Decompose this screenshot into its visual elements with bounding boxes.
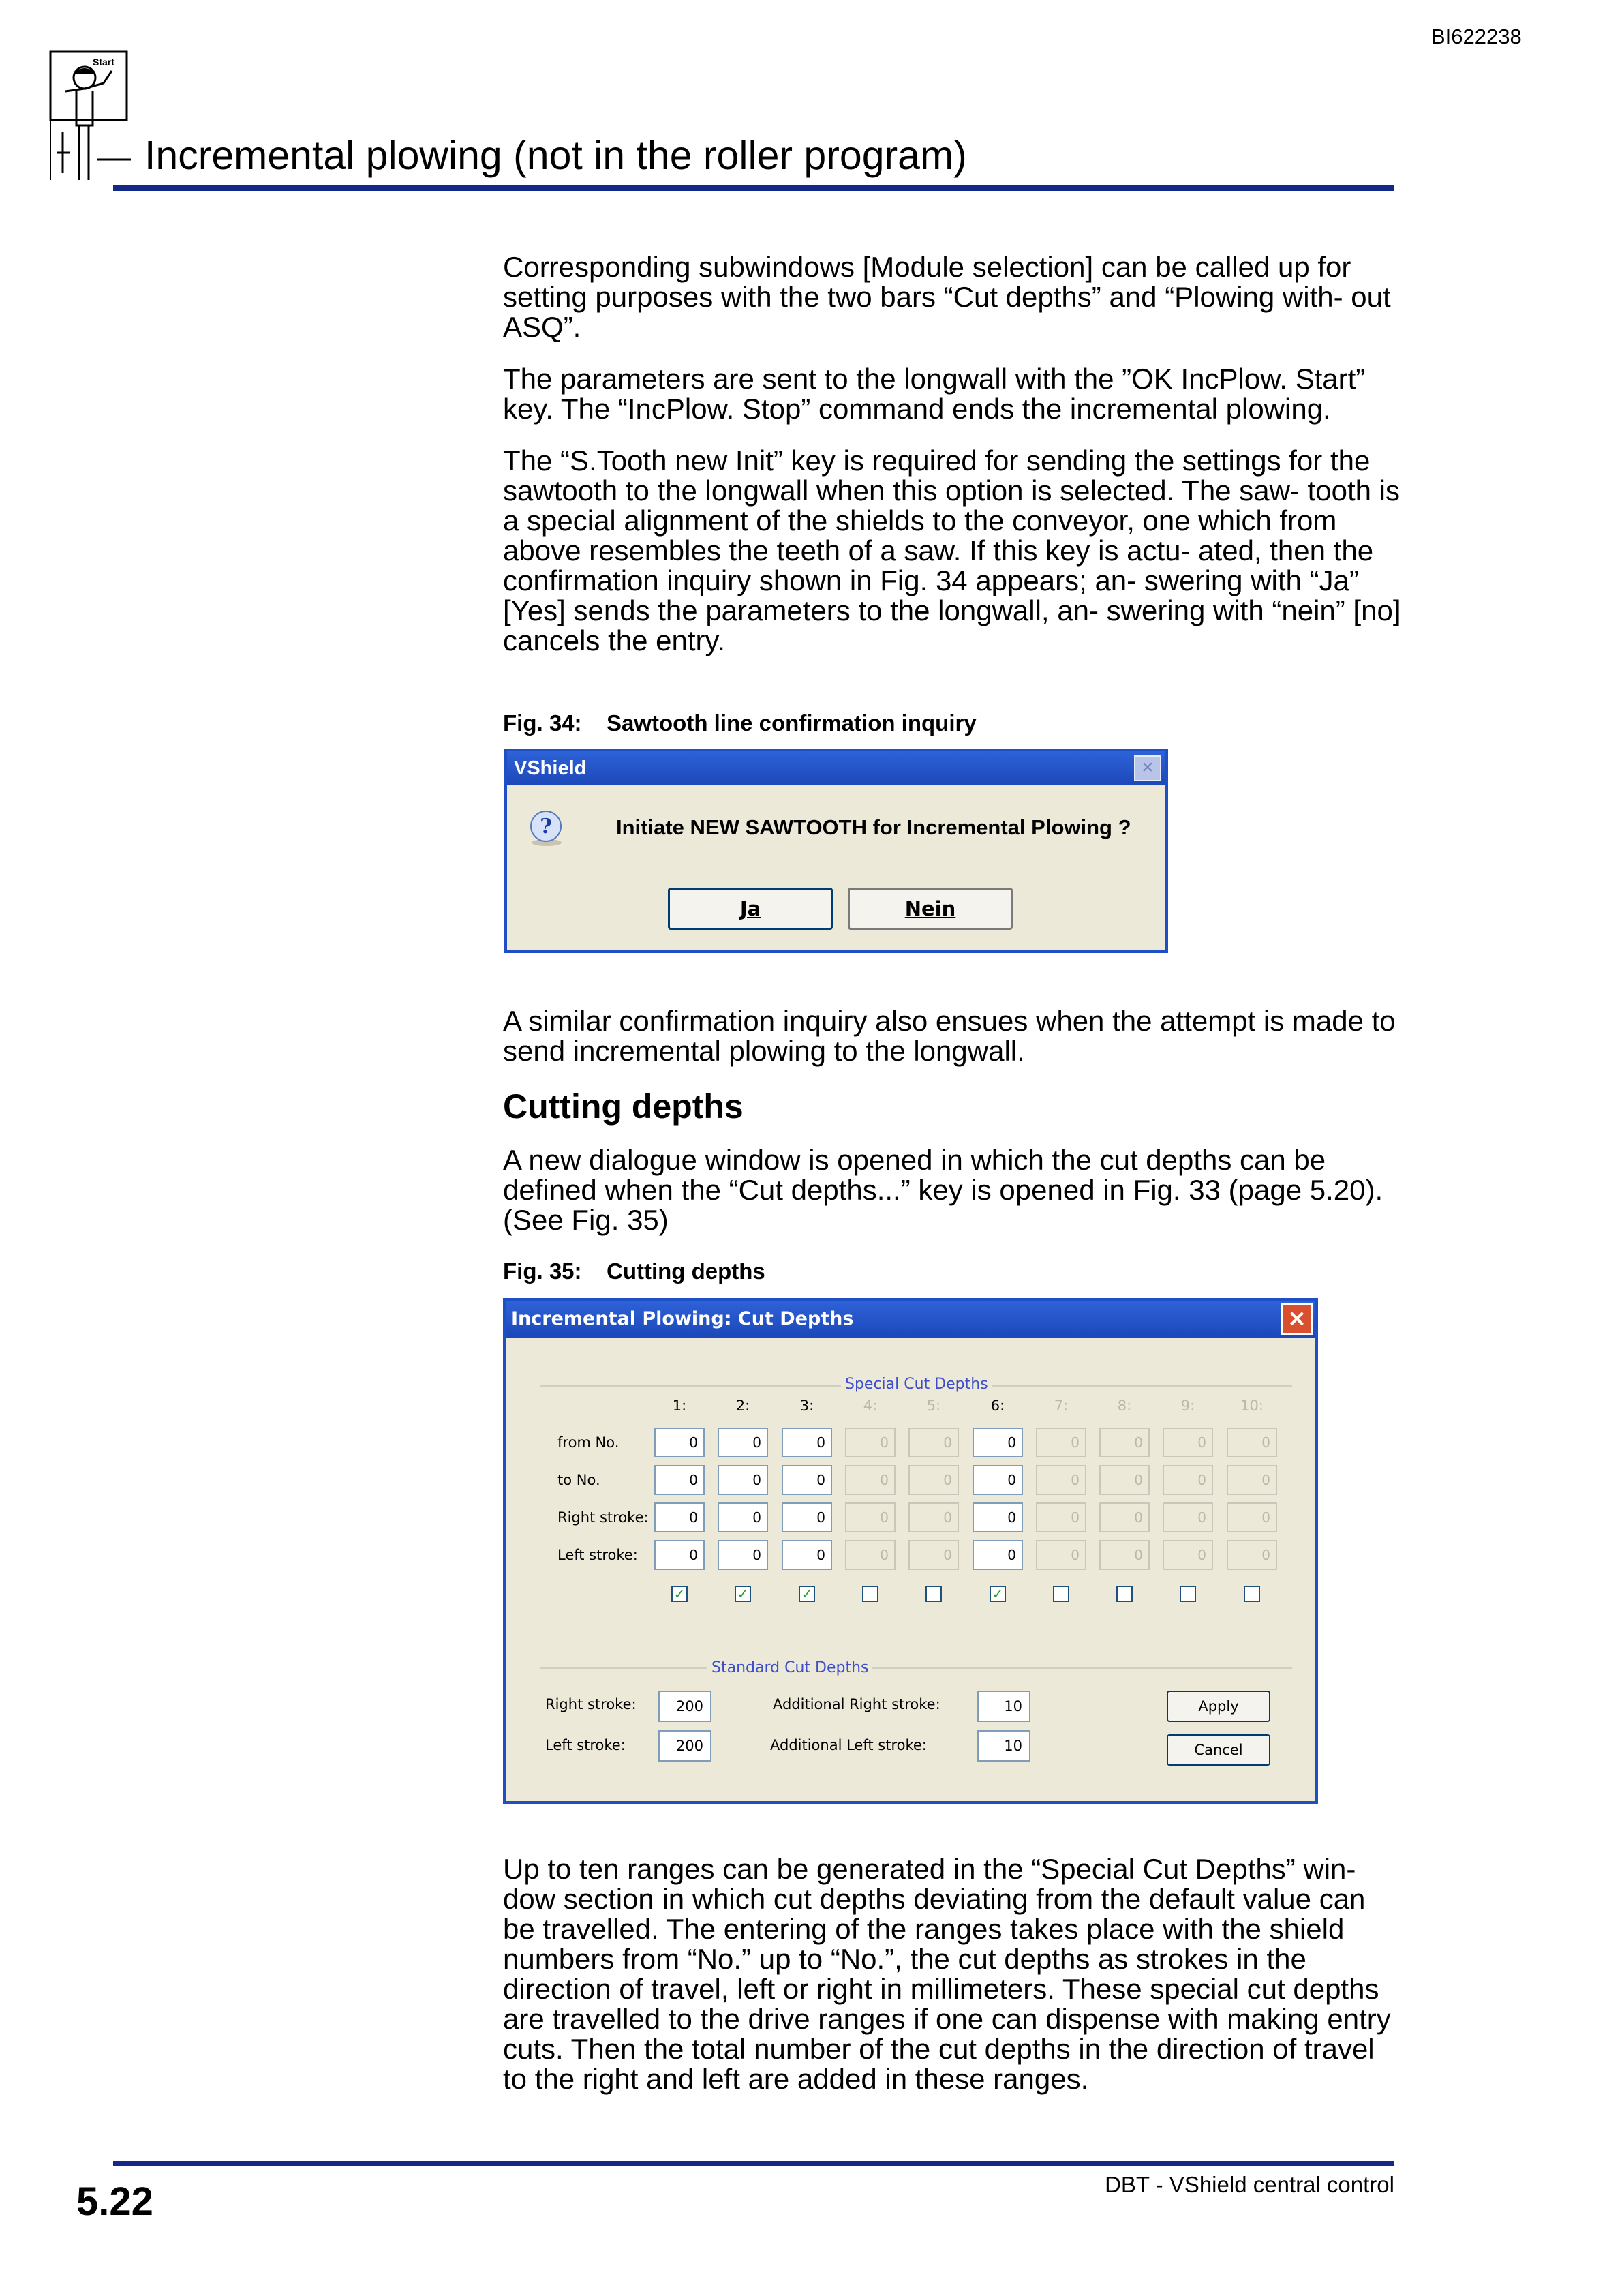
range-enable-checkbox[interactable] bbox=[1244, 1586, 1260, 1602]
page-title: Incremental plowing (not in the roller program) bbox=[144, 133, 967, 178]
fig35-number: Fig. 35: bbox=[503, 1258, 582, 1284]
special-group-title: Special Cut Depths bbox=[841, 1376, 992, 1393]
dialog-title: VShield bbox=[507, 751, 1165, 785]
row-label: to No. bbox=[557, 1472, 600, 1488]
range-enable-checkbox[interactable]: ✓ bbox=[735, 1586, 751, 1602]
cut-depth-field: 0 bbox=[1036, 1428, 1086, 1457]
cancel-button[interactable]: Cancel bbox=[1167, 1734, 1270, 1766]
fig34-caption-text: Sawtooth line confirmation inquiry bbox=[607, 710, 977, 736]
paragraph-5: A new dialogue window is opened in which the cut depths can be defined when the “Cut depths...” key is opened in Fig. 33 (page 5.20). (See Fig. 35) bbox=[503, 1144, 1383, 1236]
cut-depth-field[interactable]: 0 bbox=[718, 1540, 768, 1570]
footer-doc-name: DBT - VShield central control bbox=[1105, 2172, 1394, 2197]
footer-rule bbox=[113, 2161, 1394, 2166]
cut-depth-field[interactable]: 0 bbox=[973, 1465, 1023, 1495]
column-header: 6: bbox=[990, 1398, 1005, 1414]
range-enable-checkbox[interactable] bbox=[862, 1586, 878, 1602]
range-enable-checkbox[interactable] bbox=[925, 1586, 942, 1602]
cut-depth-field: 0 bbox=[845, 1502, 896, 1532]
cut-depth-field[interactable]: 0 bbox=[782, 1428, 832, 1457]
column-header: 1: bbox=[672, 1398, 687, 1414]
apply-button[interactable]: Apply bbox=[1167, 1691, 1270, 1722]
cut-depth-field: 0 bbox=[908, 1502, 959, 1532]
cut-depth-field: 0 bbox=[1163, 1428, 1213, 1457]
cut-depth-field[interactable]: 0 bbox=[718, 1502, 768, 1532]
document-id: BI622238 bbox=[1431, 25, 1522, 48]
cut-depth-field[interactable]: 0 bbox=[973, 1502, 1023, 1532]
range-enable-checkbox[interactable]: ✓ bbox=[671, 1586, 688, 1602]
vshield-confirm-dialog bbox=[504, 749, 1168, 953]
cut-depth-field[interactable]: 0 bbox=[973, 1540, 1023, 1570]
cut-depth-field: 0 bbox=[1099, 1465, 1150, 1495]
nein-button[interactable]: Nein bbox=[848, 888, 1013, 930]
paragraph-1: Corresponding subwindows [Module selection] can be called up for setting purposes with the two bars “Cut depths” and “Plowing with- out ASQ”. bbox=[503, 251, 1391, 343]
std-right-stroke-field[interactable]: 200 bbox=[658, 1691, 711, 1722]
column-header: 2: bbox=[735, 1398, 750, 1414]
column-header: 10: bbox=[1240, 1398, 1264, 1414]
standard-group-title: Standard Cut Depths bbox=[707, 1659, 872, 1676]
fig34-caption bbox=[503, 710, 977, 736]
cut-depth-field: 0 bbox=[908, 1540, 959, 1570]
cut-depth-field: 0 bbox=[1227, 1502, 1277, 1532]
cut-depth-field[interactable]: 0 bbox=[718, 1465, 768, 1495]
range-enable-checkbox[interactable] bbox=[1180, 1586, 1196, 1602]
std-right-stroke-label: Right stroke: bbox=[545, 1696, 637, 1712]
column-header: 5: bbox=[926, 1398, 941, 1414]
cut-depth-field: 0 bbox=[1163, 1540, 1213, 1570]
close-icon[interactable]: × bbox=[1134, 755, 1161, 781]
column-header: 8: bbox=[1117, 1398, 1132, 1414]
cut-depth-field[interactable]: 0 bbox=[718, 1428, 768, 1457]
add-right-stroke-label: Additional Right stroke: bbox=[773, 1696, 940, 1712]
add-left-stroke-field[interactable]: 10 bbox=[977, 1730, 1030, 1762]
cut-depth-field: 0 bbox=[908, 1428, 959, 1457]
header-rule bbox=[113, 185, 1394, 191]
cut-depth-field[interactable]: 0 bbox=[654, 1540, 705, 1570]
intro-text bbox=[503, 252, 1401, 656]
ja-button[interactable]: Ja bbox=[668, 888, 833, 930]
row-label: Left stroke: bbox=[557, 1547, 638, 1563]
cut-depth-field[interactable]: 0 bbox=[782, 1502, 832, 1532]
cut-depth-field[interactable]: 0 bbox=[782, 1465, 832, 1495]
dialog-message: Initiate NEW SAWTOOTH for Incremental Plowing ? bbox=[616, 815, 1131, 839]
section-heading: Cutting depths bbox=[503, 1087, 744, 1126]
page-number: 5.22 bbox=[76, 2179, 153, 2224]
cut-depth-field[interactable]: 0 bbox=[654, 1465, 705, 1495]
start-figure-logo bbox=[49, 50, 131, 184]
row-label: from No. bbox=[557, 1434, 619, 1451]
cut-depth-field: 0 bbox=[1227, 1465, 1277, 1495]
logo-start-text: Start bbox=[93, 57, 114, 67]
paragraph-4: A similar confirmation inquiry also ensues when the attempt is made to send incremental plowing to the longwall. bbox=[503, 1005, 1396, 1067]
column-header: 4: bbox=[863, 1398, 878, 1414]
add-left-stroke-label: Additional Left stroke: bbox=[770, 1737, 927, 1753]
cut-depth-field: 0 bbox=[1036, 1540, 1086, 1570]
cut-depth-field: 0 bbox=[1099, 1428, 1150, 1457]
cut-depth-field: 0 bbox=[1099, 1540, 1150, 1570]
range-enable-checkbox[interactable] bbox=[1116, 1586, 1133, 1602]
fig35-caption-text: Cutting depths bbox=[607, 1258, 765, 1284]
range-enable-checkbox[interactable]: ✓ bbox=[990, 1586, 1006, 1602]
cut-depth-field: 0 bbox=[1227, 1540, 1277, 1570]
fig35-caption bbox=[503, 1258, 765, 1284]
add-right-stroke-field[interactable]: 10 bbox=[977, 1691, 1030, 1722]
cut-depth-field[interactable]: 0 bbox=[782, 1540, 832, 1570]
fig34-number: Fig. 34: bbox=[503, 710, 582, 736]
std-left-stroke-field[interactable]: 200 bbox=[658, 1730, 711, 1762]
column-header: 7: bbox=[1054, 1398, 1069, 1414]
cut-depth-field[interactable]: 0 bbox=[654, 1502, 705, 1532]
column-header: 9: bbox=[1180, 1398, 1195, 1414]
paragraph-2: The parameters are sent to the longwall with the ”OK IncPlow. Start” key. The “IncPlow. Stop” command ends the incremental plowing. bbox=[503, 363, 1366, 425]
cut-depth-field: 0 bbox=[1036, 1502, 1086, 1532]
cut-depth-field: 0 bbox=[845, 1428, 896, 1457]
range-enable-checkbox[interactable] bbox=[1053, 1586, 1069, 1602]
close-icon[interactable]: × bbox=[1281, 1303, 1313, 1335]
cut-depths-dialog bbox=[503, 1298, 1318, 1804]
cut-depth-field: 0 bbox=[845, 1465, 896, 1495]
paragraph-3: The “S.Tooth new Init” key is required for sending the settings for the sawtooth to the longwall when this option is selected. The saw- tooth is a special alignment of the shields to the conveyor, one which from above resembles the teeth of a saw. If this key is actu- ated, then the confirmation inquiry shown in Fig. 34 appears; an- swering with “Ja” [Yes] sends the parameters to the longwall, an- swering with “nein” [no] cancels the entry. bbox=[503, 444, 1401, 656]
cut-depth-field: 0 bbox=[1227, 1428, 1277, 1457]
row-label: Right stroke: bbox=[557, 1509, 649, 1526]
cut-depth-field: 0 bbox=[845, 1540, 896, 1570]
std-left-stroke-label: Left stroke: bbox=[545, 1737, 626, 1753]
cut-depth-field: 0 bbox=[1036, 1465, 1086, 1495]
question-glyph: ? bbox=[540, 815, 552, 839]
cut-depth-field: 0 bbox=[1099, 1502, 1150, 1532]
column-header: 3: bbox=[799, 1398, 814, 1414]
standard-group-border bbox=[540, 1667, 1292, 1669]
dialog-title: Incremental Plowing: Cut Depths bbox=[506, 1301, 1315, 1338]
question-icon bbox=[527, 810, 564, 847]
paragraph-6: Up to ten ranges can be generated in the “Special Cut Depths” win- dow section in which cut depths deviating from the default value can be travelled. The entering of the ranges takes place with the shield numbers from “No.” up to “No.”, the cut depths as strokes in the direction of travel, left or right in millimeters. These special cut depths are travelled to the drive ranges if one can dispense with making entry cuts. Then the total number of the cut depths in the direction of travel to the right and left are added in these ranges. bbox=[503, 1853, 1391, 2095]
cut-depth-field[interactable]: 0 bbox=[654, 1428, 705, 1457]
cut-depth-field[interactable]: 0 bbox=[973, 1428, 1023, 1457]
range-enable-checkbox[interactable]: ✓ bbox=[799, 1586, 815, 1602]
cut-depth-field: 0 bbox=[1163, 1465, 1213, 1495]
cut-depth-field: 0 bbox=[908, 1465, 959, 1495]
cut-depth-field: 0 bbox=[1163, 1502, 1213, 1532]
